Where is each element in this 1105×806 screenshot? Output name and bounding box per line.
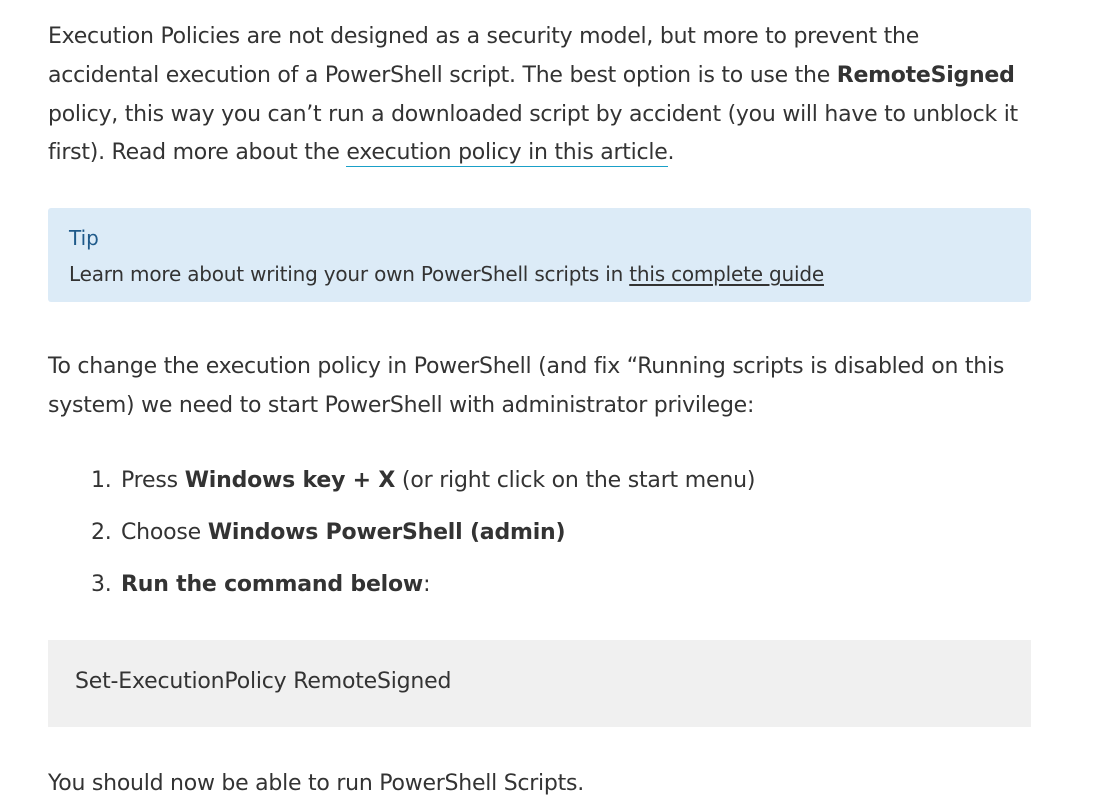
list-item: [48, 514, 1031, 566]
complete-guide-link[interactable]: this complete guide: [629, 262, 824, 286]
step-text-after: (or right click on the start menu): [395, 468, 756, 493]
step-text-after: :: [423, 572, 431, 597]
tip-title: Tip: [69, 226, 99, 250]
step-text: [121, 566, 430, 604]
step-text-before: Press: [121, 468, 185, 493]
list-item: [48, 566, 1031, 618]
steps-list: [48, 462, 1031, 618]
intro-text-2: policy, this way you can’t run a downloaded script by accident (you will have to unblock it first). Read more about the: [48, 101, 1018, 166]
intro-end: .: [667, 140, 675, 166]
code-block[interactable]: Set-ExecutionPolicy RemoteSigned: [48, 640, 1031, 727]
step-text: [121, 462, 755, 500]
step-number: 1.: [91, 468, 112, 493]
outro-paragraph: You should now be able to run PowerShell Scripts.: [48, 771, 584, 796]
tip-text-label: Learn more about writing your own PowerShell scripts in: [69, 262, 630, 286]
list-item: [48, 462, 1031, 514]
tip-text: [69, 260, 1011, 288]
step-text-bold: Windows key + X: [184, 468, 396, 493]
change-policy-paragraph: To change the execution policy in PowerShell (and fix “Running scripts is disabled on this system) we need to start PowerShell with administrator privilege:: [48, 354, 1005, 418]
step-number: 3.: [91, 572, 112, 597]
step-number: 2.: [91, 520, 112, 545]
step-text-bold: Run the command below: [121, 572, 424, 597]
intro-text-1: Execution Policies are not designed as a security model, but more to prevent the accidental execution of a PowerShell script. The best option is to use the: [48, 24, 919, 88]
intro-bold-remotesigned: RemoteSigned: [836, 62, 1015, 88]
intro-paragraph: [48, 18, 1031, 173]
step-text: [121, 514, 565, 552]
step-text-before: Choose: [121, 520, 208, 545]
execution-policy-article-link[interactable]: execution policy in this article: [346, 140, 668, 166]
step-text-bold: Windows PowerShell (admin): [207, 520, 566, 545]
tip-box: [48, 208, 1031, 302]
